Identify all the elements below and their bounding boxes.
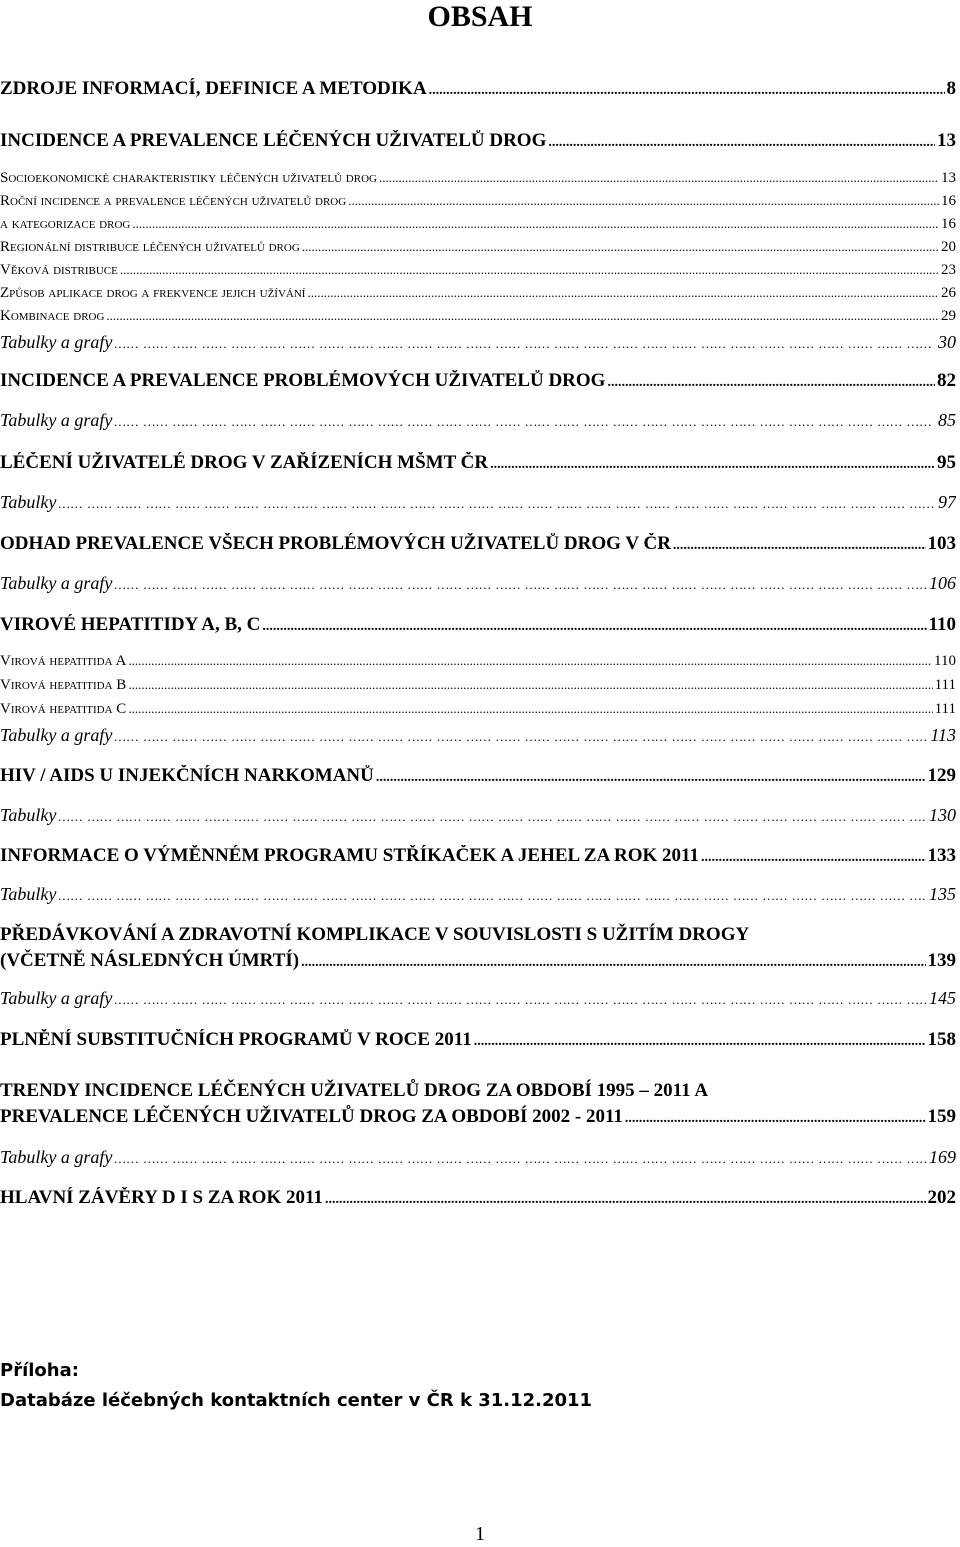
toc-entry[interactable] (0, 533, 956, 557)
toc-entry-label: Virová hepatitida A (0, 653, 127, 669)
toc-entry-label: HLAVNÍ ZÁVĚRY D I S ZA ROK 2011 (0, 1187, 323, 1208)
toc-entry-page: 82 (937, 370, 956, 391)
toc-leader (58, 884, 927, 905)
toc-entry-label: Tabulky (0, 884, 57, 904)
toc-entry-page: 111 (934, 701, 956, 717)
toc-leader (325, 1187, 926, 1209)
toc-entry-page: 133 (927, 845, 956, 866)
toc-entry[interactable] (0, 130, 956, 154)
toc-entry-page: 111 (934, 677, 956, 693)
toc-entry[interactable] (0, 1029, 956, 1053)
toc-entry-page: 95 (937, 452, 956, 473)
toc-entry-label: Tabulky a grafy (0, 332, 113, 352)
toc-entry-label: Roční incidence a prevalence léčených uživatelů drog (0, 193, 347, 209)
toc-leader (490, 452, 935, 474)
toc-entry-label: ZDROJE INFORMACÍ, DEFINICE A METODIKA (0, 78, 427, 99)
toc-entry-label: Tabulky a grafy (0, 1147, 113, 1167)
toc-entry-page: 158 (927, 1029, 956, 1050)
toc-entry-page: 20 (941, 239, 956, 255)
toc-subentry[interactable] (0, 410, 956, 434)
toc-entry[interactable] (0, 845, 956, 869)
appendix (0, 1356, 592, 1416)
toc-entry-page: 30 (938, 332, 956, 352)
toc-entry-page: 85 (938, 410, 956, 430)
toc-entry-page: 113 (930, 725, 956, 745)
toc-subentry[interactable] (0, 701, 956, 725)
toc-entry-label: INCIDENCE A PREVALENCE LÉČENÝCH UŽIVATELŮ DROG (0, 130, 547, 151)
toc-leader (106, 308, 939, 325)
toc-entry-multiline[interactable] (0, 1078, 956, 1132)
toc-leader (307, 285, 939, 302)
toc-leader (548, 130, 935, 152)
toc-entry-label: VIROVÉ HEPATITIDY A, B, C (0, 614, 261, 635)
toc-leader (114, 573, 927, 594)
toc-leader (58, 492, 936, 513)
toc-subentry[interactable] (0, 573, 956, 597)
toc-subentry[interactable] (0, 285, 956, 309)
toc-leader (132, 216, 939, 233)
toc-entry-label: Tabulky a grafy (0, 410, 113, 430)
toc-entry-label: a kategorizace drog (0, 216, 131, 232)
page-title: OBSAH (427, 0, 533, 33)
toc-entry-label: Tabulky (0, 805, 57, 825)
toc-entry-page: 110 (934, 653, 956, 669)
toc-entry-label: Způsob aplikace drog a frekvence jejich užívání (0, 285, 306, 301)
toc-entry-page: 106 (929, 573, 956, 593)
toc-leader (114, 988, 927, 1009)
toc-leader (625, 1104, 926, 1132)
toc-entry-label: PLNĚNÍ SUBSTITUČNÍCH PROGRAMŮ V ROCE 2011 (0, 1029, 472, 1050)
toc-entry-page: 169 (929, 1147, 956, 1167)
toc-subentry[interactable] (0, 884, 956, 908)
toc-entry-page: 13 (937, 130, 956, 151)
toc-entry-label: PŘEDÁVKOVÁNÍ A ZDRAVOTNÍ KOMPLIKACE V SOUVISLOSTI S UŽITÍM DROGY (0, 924, 750, 945)
toc-entry-page: 129 (927, 765, 956, 786)
toc-subentry[interactable] (0, 262, 956, 286)
toc-entry-page: 145 (929, 988, 956, 1008)
toc-entry-page: 139 (927, 950, 956, 971)
toc-entry-multiline[interactable] (0, 922, 956, 976)
toc-subentry[interactable] (0, 332, 956, 356)
appendix-text[interactable]: Databáze léčebných kontaktních center v ČR k 31.12.2011 (0, 1390, 593, 1411)
toc-subentry[interactable] (0, 988, 956, 1012)
toc-entry-label: PREVALENCE LÉČENÝCH UŽIVATELŮ DROG ZA OBDOBÍ 2002 - 2011 (0, 1106, 623, 1127)
toc-entry-page: 202 (927, 1187, 956, 1208)
toc-leader (262, 614, 926, 636)
toc-leader (114, 332, 936, 353)
toc-leader (673, 533, 926, 555)
toc-leader (301, 948, 925, 976)
toc-leader (429, 78, 945, 100)
toc-leader (348, 193, 939, 210)
toc-entry-label: Virová hepatitida B (0, 677, 127, 693)
toc-entry[interactable] (0, 452, 956, 476)
toc-leader (120, 262, 939, 279)
toc-entry[interactable] (0, 1187, 956, 1211)
appendix-heading: Příloha: (0, 1360, 79, 1381)
toc-entry-label: Regionální distribuce léčených uživatelů drog (0, 239, 300, 255)
toc-entry-label: TRENDY INCIDENCE LÉČENÝCH UŽIVATELŮ DROG ZA OBDOBÍ 1995 – 2011 A (0, 1080, 709, 1101)
toc-entry-page: 8 (946, 78, 956, 99)
toc-subentry[interactable] (0, 308, 956, 332)
toc-leader (379, 170, 939, 187)
toc-entry-label: INCIDENCE A PREVALENCE PROBLÉMOVÝCH UŽIVATELŮ DROG (0, 370, 606, 391)
toc-leader (474, 1029, 926, 1051)
toc-leader (302, 239, 939, 256)
toc-entry[interactable] (0, 370, 956, 394)
toc-entry-page: 130 (929, 805, 956, 825)
toc-entry-page: 97 (938, 492, 956, 512)
toc-entry-label: Tabulky a grafy (0, 988, 113, 1008)
toc-leader (58, 805, 927, 826)
toc-entry-page: 159 (927, 1106, 956, 1127)
toc-entry-page: 135 (929, 884, 956, 904)
toc-entry-label: Tabulky a grafy (0, 573, 113, 593)
toc-leader (114, 725, 928, 746)
toc-subentry[interactable] (0, 193, 956, 217)
toc-entry-page: 103 (927, 533, 956, 554)
toc-entry-label: (VČETNĚ NÁSLEDNÝCH ÚMRTÍ) (0, 950, 300, 971)
toc-subentry[interactable] (0, 216, 956, 240)
toc-entry-label: Kombinace drog (0, 308, 105, 324)
toc-subentry[interactable] (0, 170, 956, 194)
toc-leader (128, 677, 932, 694)
toc-subentry[interactable] (0, 725, 956, 749)
toc-leader (376, 765, 926, 787)
toc-entry-page: 29 (941, 308, 956, 324)
toc-entry-label: Věková distribuce (0, 262, 118, 278)
toc-subentry[interactable] (0, 239, 956, 263)
toc-entry[interactable] (0, 78, 956, 102)
toc-entry-label: Tabulky a grafy (0, 725, 113, 745)
toc-entry-page: 110 (928, 614, 956, 635)
toc-entry-label: Tabulky (0, 492, 57, 512)
toc-leader (128, 653, 932, 670)
toc-subentry[interactable] (0, 677, 956, 701)
toc-subentry[interactable] (0, 492, 956, 516)
toc-entry[interactable] (0, 765, 956, 789)
toc-entry-label: HIV / AIDS U INJEKČNÍCH NARKOMANŮ (0, 765, 374, 786)
toc-subentry[interactable] (0, 805, 956, 829)
toc-leader (114, 1147, 927, 1168)
toc-leader (701, 845, 925, 867)
page-number: 1 (475, 1523, 485, 1545)
toc-entry-label: INFORMACE O VÝMĚNNÉM PROGRAMU STŘÍKAČEK A JEHEL ZA ROK 2011 (0, 845, 700, 866)
toc-entry-page: 26 (941, 285, 956, 301)
toc-entry-page: 13 (941, 170, 956, 186)
toc-leader (114, 410, 936, 431)
toc-leader (128, 701, 932, 718)
toc-entry-page: 23 (941, 262, 956, 278)
toc-subentry[interactable] (0, 653, 956, 677)
toc-subentry[interactable] (0, 1147, 956, 1171)
toc-entry-label: Virová hepatitida C (0, 701, 127, 717)
toc-entry-page: 16 (941, 193, 956, 209)
toc-entry-page: 16 (941, 216, 956, 232)
toc-leader (607, 370, 935, 392)
toc-entry-label: ODHAD PREVALENCE VŠECH PROBLÉMOVÝCH UŽIVATELŮ DROG V ČR (0, 533, 671, 554)
toc-entry-label: Socioekonomické charakteristiky léčených uživatelů drog (0, 170, 377, 186)
toc-entry-label: LÉČENÍ UŽIVATELÉ DROG V ZAŘÍZENÍCH MŠMT ČR (0, 452, 489, 473)
toc-entry[interactable] (0, 614, 956, 638)
